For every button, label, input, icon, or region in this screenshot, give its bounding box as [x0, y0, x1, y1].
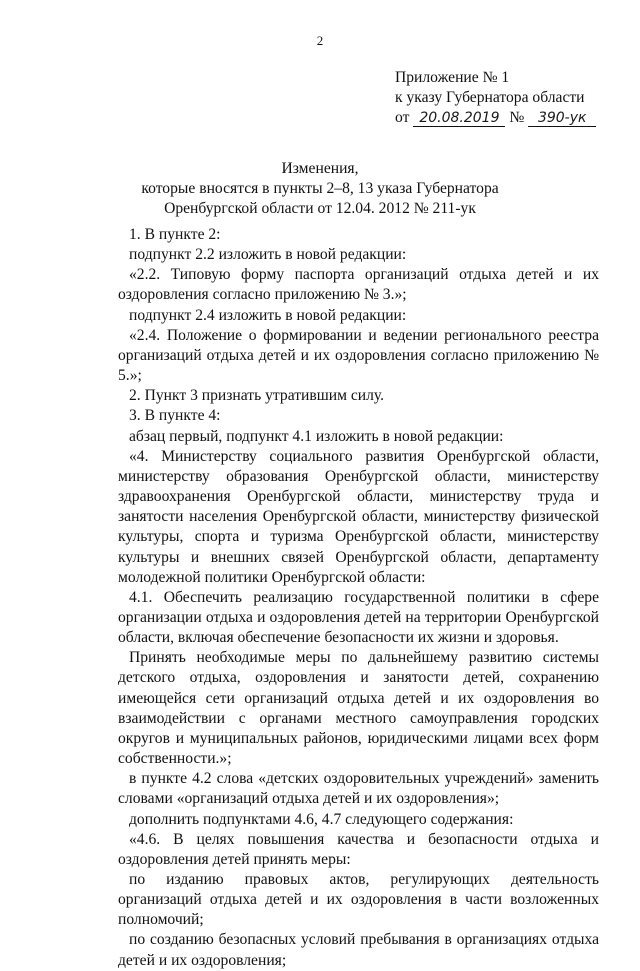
- paragraph: «4. Министерству социального развития Оренбургской области, министерству образования Оренбургской области, министерству здравоохранения Оренбургской области, министерству труда и занятости населения Оренбургской области, министерству физической культуры, спорта и туризма Оренбургской области, министерству культуры и внешних связей Оренбургской области, департаменту молодежной политики Оренбургской области:: [118, 447, 599, 586]
- heading-line-3: Оренбургской области от 12.04. 2012 № 211-ук: [164, 200, 476, 217]
- paragraph: «2.4. Положение о формировании и ведении регионального реестра организаций отдыха детей и их оздоровления согласно приложению № 5.»;: [118, 326, 599, 385]
- document-heading: [0, 159, 640, 219]
- paragraph: Принять необходимые меры по дальнейшему развитию системы детского отдыха, оздоровления и занятости детей, сохранению имеющейся сети организаций отдыха детей и их оздоровления во взаимодействии с органами местного самоуправления городских округов и муниципальных районов, юридическими лицами всех форм собственности.»;: [118, 649, 599, 768]
- heading-line-2: которые вносятся в пункты 2–8, 13 указа Губернатора: [141, 180, 499, 197]
- paragraph: 2. Пункт 3 признать утратившим силу.: [129, 387, 385, 405]
- document-body: [118, 225, 599, 971]
- paragraph: абзац первый, подпункт 4.1 изложить в новой редакции:: [129, 427, 504, 445]
- paragraph: 4.1. Обеспечить реализацию государственной политики в сфере организации отдыха и оздоровления детей на территории Оренбургской области, включая обеспечение безопасности их жизни и здоровья.: [118, 588, 599, 647]
- number-label: №: [509, 109, 525, 126]
- appendix-date-number: [395, 108, 596, 128]
- paragraph: 1. В пункте 2:: [129, 226, 221, 243]
- paragraph: подпункт 2.4 изложить в новой редакции:: [129, 306, 407, 324]
- appendix-block: [395, 68, 596, 128]
- paragraph: «2.2. Типовую форму паспорта организаций отдыха детей и их оздоровления согласно приложению № 3.»;: [118, 266, 599, 304]
- paragraph: по изданию правовых актов, регулирующих деятельность организаций отдыха детей и их оздоровления в части возложенных полномочий;: [118, 871, 599, 929]
- handwritten-number: 390-ук: [528, 111, 596, 127]
- heading-line-1: Изменения,: [281, 160, 359, 177]
- appendix-reference: к указу Губернатора области: [395, 89, 585, 106]
- page-number: 2: [316, 33, 324, 48]
- appendix-title: Приложение № 1: [395, 69, 510, 86]
- paragraph: подпункт 2.2 изложить в новой редакции:: [129, 246, 407, 264]
- paragraph: по созданию безопасных условий пребывания в организациях отдыха детей и их оздоровления;: [118, 931, 599, 969]
- paragraph: 3. В пункте 4:: [129, 407, 221, 425]
- paragraph: дополнить подпунктами 4.6, 4.7 следующего содержания:: [129, 810, 514, 828]
- handwritten-date: 20.08.2019: [413, 111, 505, 127]
- paragraph: «4.6. В целях повышения качества и безопасности отдыха и оздоровления детей принять меры:: [118, 830, 599, 868]
- paragraph: в пункте 4.2 слова «детских оздоровительных учреждений» заменить словами «организаций отдыха детей и их оздоровления»;: [118, 770, 599, 808]
- from-label: от: [395, 109, 410, 126]
